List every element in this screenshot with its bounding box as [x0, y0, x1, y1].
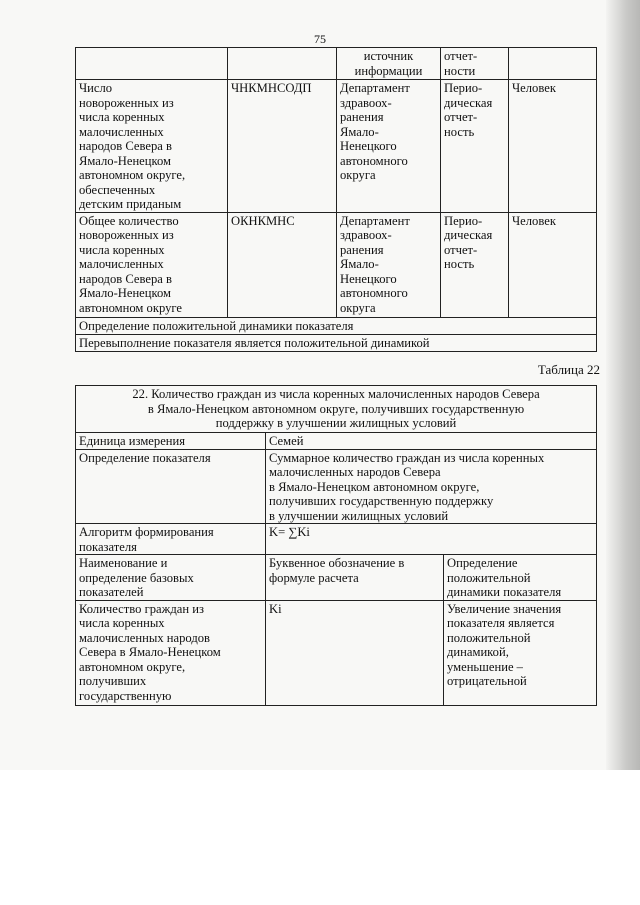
indicator-code: ОКНКМНС	[228, 212, 337, 317]
header-cell	[228, 48, 337, 80]
col-header-name: Наименование и определение базовых показателей	[76, 555, 266, 601]
definition-label: Определение показателя	[76, 449, 266, 524]
indicator-unit: Человек	[509, 212, 597, 317]
header-cell-source: источник информации	[337, 48, 441, 80]
table-header-row	[76, 555, 597, 601]
indicator-source: Департамент здравоох- ранения Ямало- Ненецкого автономного округа	[337, 80, 441, 213]
base-indicator-name: Количество граждан из числа коренных малочисленных народов Севера в Ямало-Ненецком автономном округе, получивших государственную	[76, 600, 266, 705]
indicator-period: Перио- дическая отчет- ность	[441, 80, 509, 213]
indicator-passport-table	[75, 385, 597, 706]
indicator-period: Перио- дическая отчет- ность	[441, 212, 509, 317]
header-cell	[509, 48, 597, 80]
indicator-unit: Человек	[509, 80, 597, 213]
indicator-code: ЧНКМНСОДП	[228, 80, 337, 213]
page-number: 75	[314, 32, 326, 46]
table-row	[76, 600, 597, 705]
col-header-symbol: Буквенное обозначение в формуле расчета	[266, 555, 444, 601]
table-row	[76, 80, 597, 213]
indicator-table-continued	[75, 47, 597, 352]
scan-edge-shadow	[606, 0, 640, 770]
base-indicator-symbol: Ki	[266, 600, 444, 705]
table-row	[76, 524, 597, 555]
definition-value: Суммарное количество граждан из числа коренных малочисленных народов Севера в Ямало-Ненецком автономном округе, получивших государственную поддержку в улучшении жилищных условий	[266, 449, 597, 524]
table-row	[76, 449, 597, 524]
table-row	[76, 212, 597, 317]
table-title-row	[76, 386, 597, 433]
unit-value: Семей	[266, 433, 597, 450]
dynamics-heading: Определение положительной динамики показателя	[76, 317, 597, 334]
table-row	[76, 433, 597, 450]
table-footer-row	[76, 317, 597, 334]
base-indicator-dynamics: Увеличение значения показателя является положительной динамикой, уменьшение – отрицательной	[444, 600, 597, 705]
header-cell-period: отчет- ности	[441, 48, 509, 80]
algorithm-label: Алгоритм формирования показателя	[76, 524, 266, 555]
header-cell	[76, 48, 228, 80]
indicator-name: Общее количество новороженных из числа коренных малочисленных народов Севера в Ямало-Ненецком автономном округе	[76, 212, 228, 317]
table-footer-row	[76, 334, 597, 351]
algorithm-formula: K= ∑Ki	[266, 524, 597, 555]
col-header-dynamics: Определение положительной динамики показателя	[444, 555, 597, 601]
table-header-row	[76, 48, 597, 80]
indicator-name: Число новороженных из числа коренных малочисленных народов Севера в Ямало-Ненецком автономном округе, обеспеченных детским приданым	[76, 80, 228, 213]
indicator-source: Департамент здравоох- ранения Ямало- Ненецкого автономного округа	[337, 212, 441, 317]
table-caption: Таблица 22	[537, 362, 600, 377]
table-title: 22. Количество граждан из числа коренных малочисленных народов Севера в Ямало-Ненецком автономном округе, получивших государственную поддержку в улучшении жилищных условий	[76, 386, 597, 433]
unit-label: Единица измерения	[76, 433, 266, 450]
dynamics-statement: Перевыполнение показателя является положительной динамикой	[76, 334, 597, 351]
